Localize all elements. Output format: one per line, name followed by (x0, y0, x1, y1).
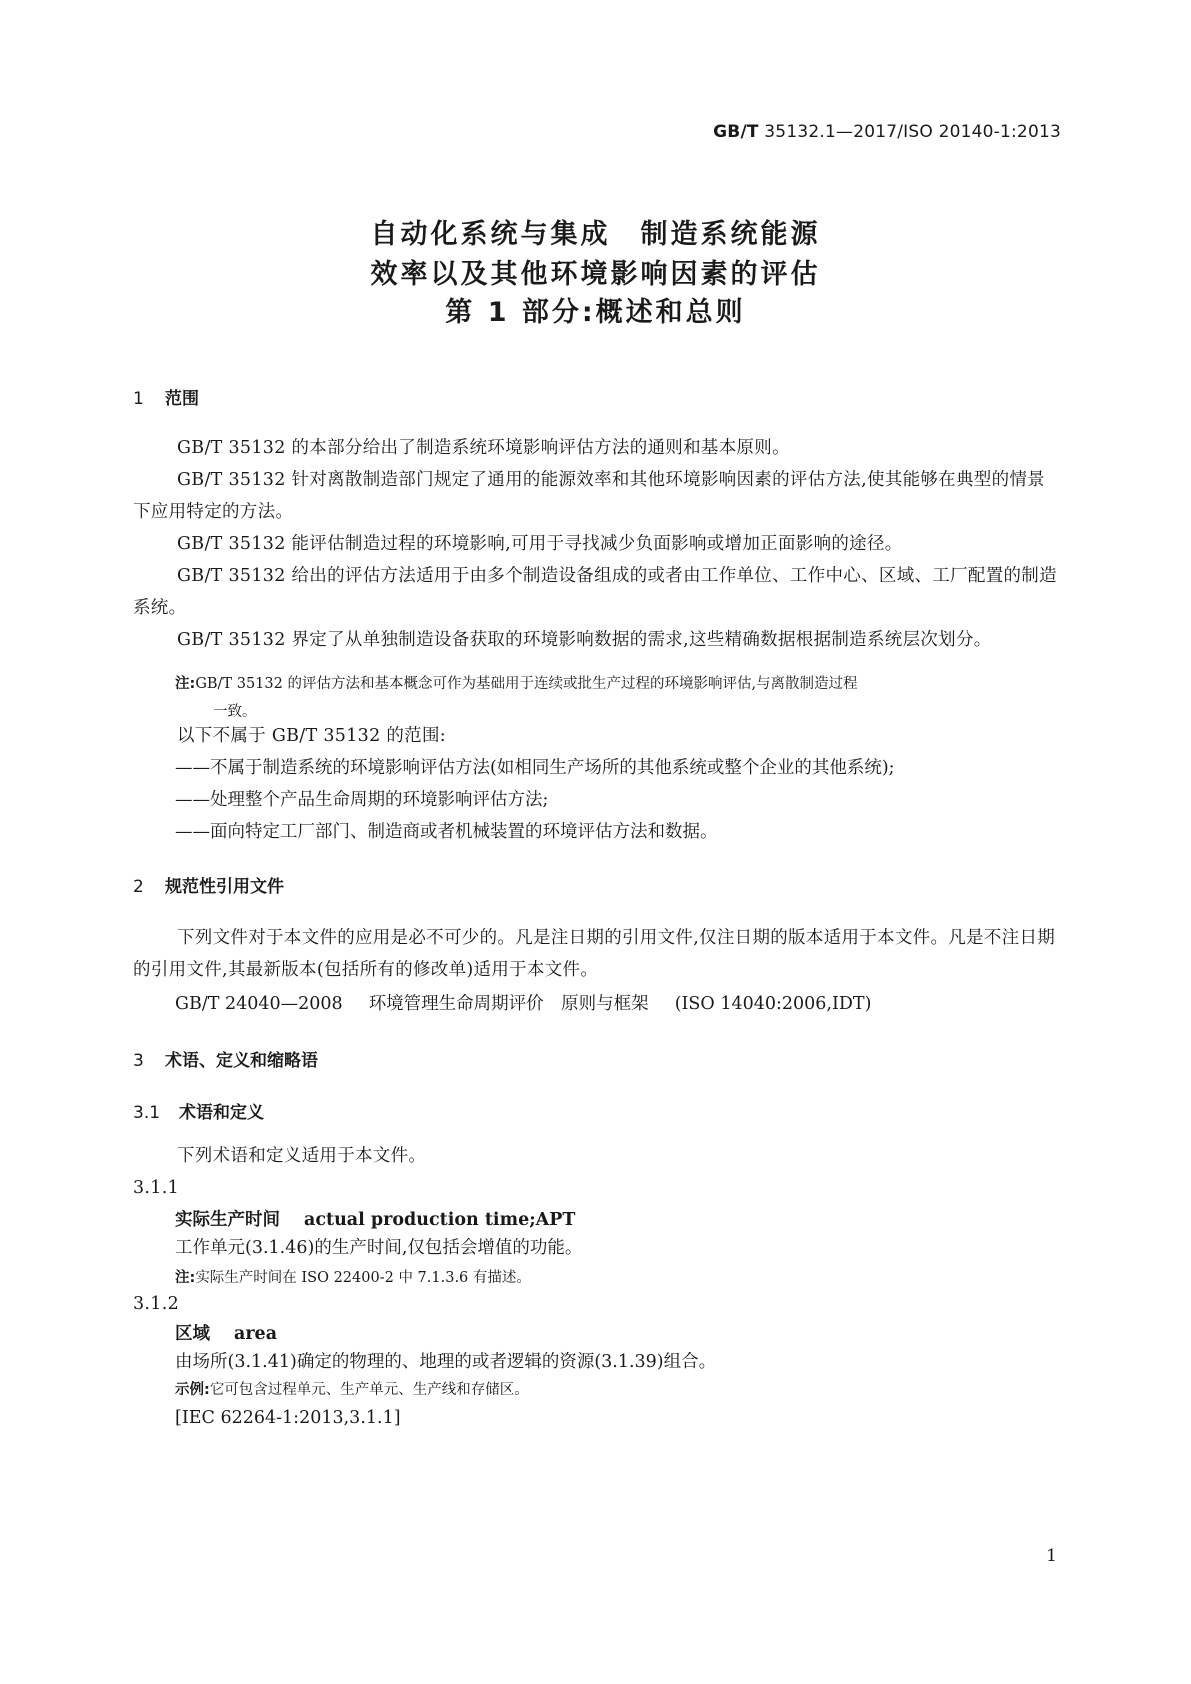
note-label: 注: (175, 676, 196, 692)
reference-code: GB/T 24040—2008 (175, 994, 343, 1014)
term-entry (175, 1320, 277, 1345)
note-text: 实际生产时间在 ISO 22400-2 中 7.1.3.6 有描述。 (195, 1270, 531, 1286)
terms-intro: 下列术语和定义适用于本文件。 (177, 1146, 427, 1166)
scope-note (175, 670, 1059, 699)
term-english: actual production time;APT (304, 1210, 576, 1230)
term-definition: 工作单元(3.1.46)的生产时间,仅包括会增值的功能。 (175, 1238, 583, 1258)
subsection-3-1-heading (133, 1098, 264, 1123)
document-title-line-3: 第 1 部分:概述和总则 (445, 297, 746, 328)
term-number: 3.1.2 (133, 1294, 180, 1314)
standard-code-bold: GB/T (713, 122, 759, 142)
excluded-intro: 以下不属于 GB/T 35132 的范围: (177, 726, 446, 746)
normative-reference-entry (175, 990, 897, 1015)
note-text: GB/T 35132 的评估方法和基本概念可作为基础用于连续或批生产过程的环境影响评估,与离散制造过程 (195, 676, 858, 692)
section-number: 3 (133, 1051, 144, 1071)
section-2-heading (133, 872, 284, 897)
subsection-number: 3.1 (133, 1103, 161, 1123)
reference-title: 环境管理生命周期评价 原则与框架 (368, 994, 649, 1014)
normative-references-paragraph: 下列文件对于本文件的应用是必不可少的。凡是注日期的引用文件,仅注日期的版本适用于本文件。凡是不注日期的引用文件,其最新版本(包括所有的修改单)适用于本文件。 (133, 928, 1056, 980)
reference-equivalence: (ISO 14040:2006,IDT) (674, 994, 872, 1014)
term-chinese: 区域 (175, 1324, 210, 1344)
section-number: 1 (133, 389, 144, 409)
section-number: 2 (133, 877, 144, 897)
term-example (175, 1376, 1059, 1405)
term-source: [IEC 62264-1:2013,3.1.1] (175, 1408, 401, 1428)
excluded-list-item: ——处理整个产品生命周期的环境影响评估方法; (175, 790, 549, 810)
scope-paragraph: GB/T 35132 界定了从单独制造设备获取的环境影响数据的需求,这些精确数据根据制造系统层次划分。 (177, 630, 992, 650)
excluded-list-item: ——不属于制造系统的环境影响评估方法(如相同生产场所的其他系统或整个企业的其他系统); (175, 758, 895, 778)
standard-code-rest: 35132.1—2017/ISO 20140-1:2013 (758, 122, 1061, 142)
note-label: 注: (175, 1270, 196, 1286)
excluded-list-item: ——面向特定工厂部门、制造商或者机械装置的环境评估方法和数据。 (175, 822, 718, 842)
scope-note-continuation: 一致。 (213, 704, 257, 720)
scope-paragraph: GB/T 35132 的本部分给出了制造系统环境影响评估方法的通则和基本原则。 (177, 438, 790, 458)
section-3-heading (133, 1046, 318, 1071)
section-title: 规范性引用文件 (165, 877, 284, 897)
scope-paragraph: GB/T 35132 能评估制造过程的环境影响,可用于寻找减少负面影响或增加正面影响的途径。 (177, 534, 903, 554)
section-title: 范围 (165, 389, 199, 409)
scope-paragraph: GB/T 35132 针对离散制造部门规定了通用的能源效率和其他环境影响因素的评估方法,使其能够在典型的情景下应用特定的方法。 (133, 470, 1045, 522)
section-title: 术语、定义和缩略语 (165, 1051, 318, 1071)
subsection-title: 术语和定义 (179, 1103, 264, 1123)
page-number: 1 (1046, 1546, 1057, 1566)
scope-paragraph: GB/T 35132 给出的评估方法适用于由多个制造设备组成的或者由工作单位、工作中心、区域、工厂配置的制造系统。 (133, 566, 1057, 618)
document-title-line-1: 自动化系统与集成 制造系统能源 (370, 219, 821, 250)
term-entry (175, 1206, 575, 1231)
term-definition: 由场所(3.1.41)确定的物理的、地理的或者逻辑的资源(3.1.39)组合。 (175, 1352, 717, 1372)
document-title-line-2: 效率以及其他环境影响因素的评估 (370, 259, 821, 290)
example-label: 示例: (175, 1382, 210, 1398)
section-1-heading (133, 384, 199, 409)
term-number: 3.1.1 (133, 1178, 180, 1198)
standard-code-header (713, 122, 1061, 142)
example-text: 它可包含过程单元、生产单元、生产线和存储区。 (209, 1382, 529, 1398)
term-chinese: 实际生产时间 (175, 1210, 280, 1230)
term-english: area (234, 1324, 278, 1344)
